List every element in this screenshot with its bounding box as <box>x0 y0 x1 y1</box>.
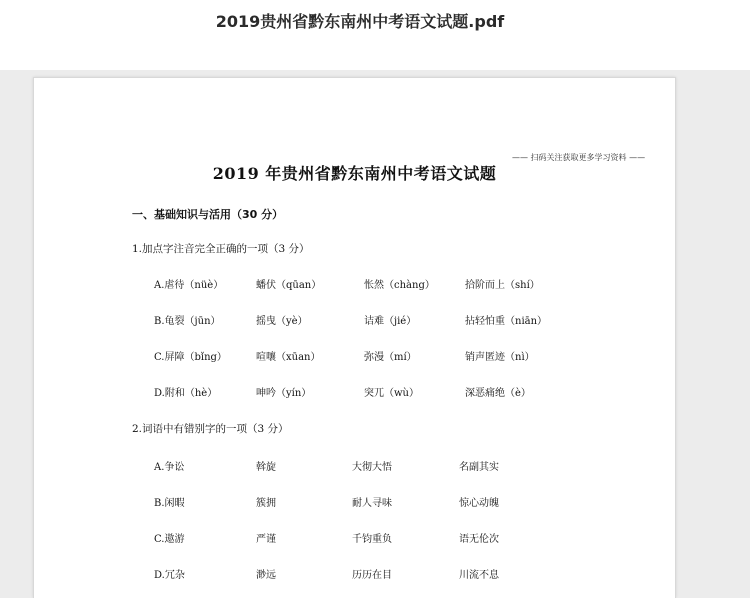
q2-option-c-2: 严谨 <box>256 534 276 545</box>
page-title: 2019 年贵州省黔东南州中考语文试题 <box>212 164 497 183</box>
q2-option-b-2: 簇拥 <box>256 498 276 509</box>
q2-option-c-3: 千钧重负 <box>352 534 392 545</box>
question-1: 1.加点字注音完全正确的一项（3 分） <box>132 243 310 255</box>
q1-option-c-1: C.屏障（bǐng） <box>154 352 227 363</box>
q2-option-a-2: 斡旋 <box>256 462 276 473</box>
q2-option-b-1: B.闲暇 <box>154 498 185 509</box>
q1-option-a-3: 怅然（chàng） <box>364 280 435 291</box>
document-page <box>33 77 676 598</box>
q1-option-d-1: D.附和（hè） <box>154 388 218 399</box>
viewer-toolbar <box>0 0 750 70</box>
file-title: 2019贵州省黔东南州中考语文试题.pdf <box>215 12 505 31</box>
q1-option-c-3: 弥漫（mí） <box>364 352 417 363</box>
q1-option-b-3: 诘难（jié） <box>364 316 417 327</box>
q1-option-d-4: 深恶痛绝（è） <box>465 388 531 399</box>
section-heading: 一、基础知识与活用（30 分） <box>132 208 284 221</box>
q2-option-b-3: 耐人寻味 <box>352 498 392 509</box>
q1-option-b-2: 摇曳（yè） <box>256 316 308 327</box>
q2-option-c-1: C.遨游 <box>154 534 185 545</box>
watermark: —— 扫码关注获取更多学习资料 —— <box>512 153 646 162</box>
q1-option-a-4: 拾阶而上（shí） <box>465 280 540 291</box>
q2-option-d-2: 渺远 <box>256 570 276 581</box>
q2-option-d-1: D.冗杂 <box>154 570 185 581</box>
q1-option-a-1: A.虐待（nüè） <box>154 280 224 291</box>
q2-option-d-3: 历历在目 <box>352 570 392 581</box>
q2-option-d-4: 川流不息 <box>459 570 499 581</box>
q2-option-a-4: 名副其实 <box>459 462 499 473</box>
q1-option-c-4: 销声匿迹（nì） <box>465 352 535 363</box>
q1-option-b-1: B.龟裂（jūn） <box>154 316 221 327</box>
q1-option-b-4: 拈轻怕重（niān） <box>465 316 548 327</box>
q2-option-a-3: 大彻大悟 <box>352 462 392 473</box>
q2-option-a-1: A.争讼 <box>154 462 185 473</box>
q2-option-b-4: 惊心动魄 <box>459 498 499 509</box>
q1-option-c-2: 喧嚷（xūan） <box>256 352 321 363</box>
q1-option-d-2: 呻吟（yín） <box>256 388 312 399</box>
q1-option-d-3: 突兀（wù） <box>364 388 419 399</box>
question-2: 2.词语中有错别字的一项（3 分） <box>132 423 289 435</box>
q2-option-c-4: 语无伦次 <box>459 534 499 545</box>
q1-option-a-2: 蟠伏（qūan） <box>256 280 322 291</box>
